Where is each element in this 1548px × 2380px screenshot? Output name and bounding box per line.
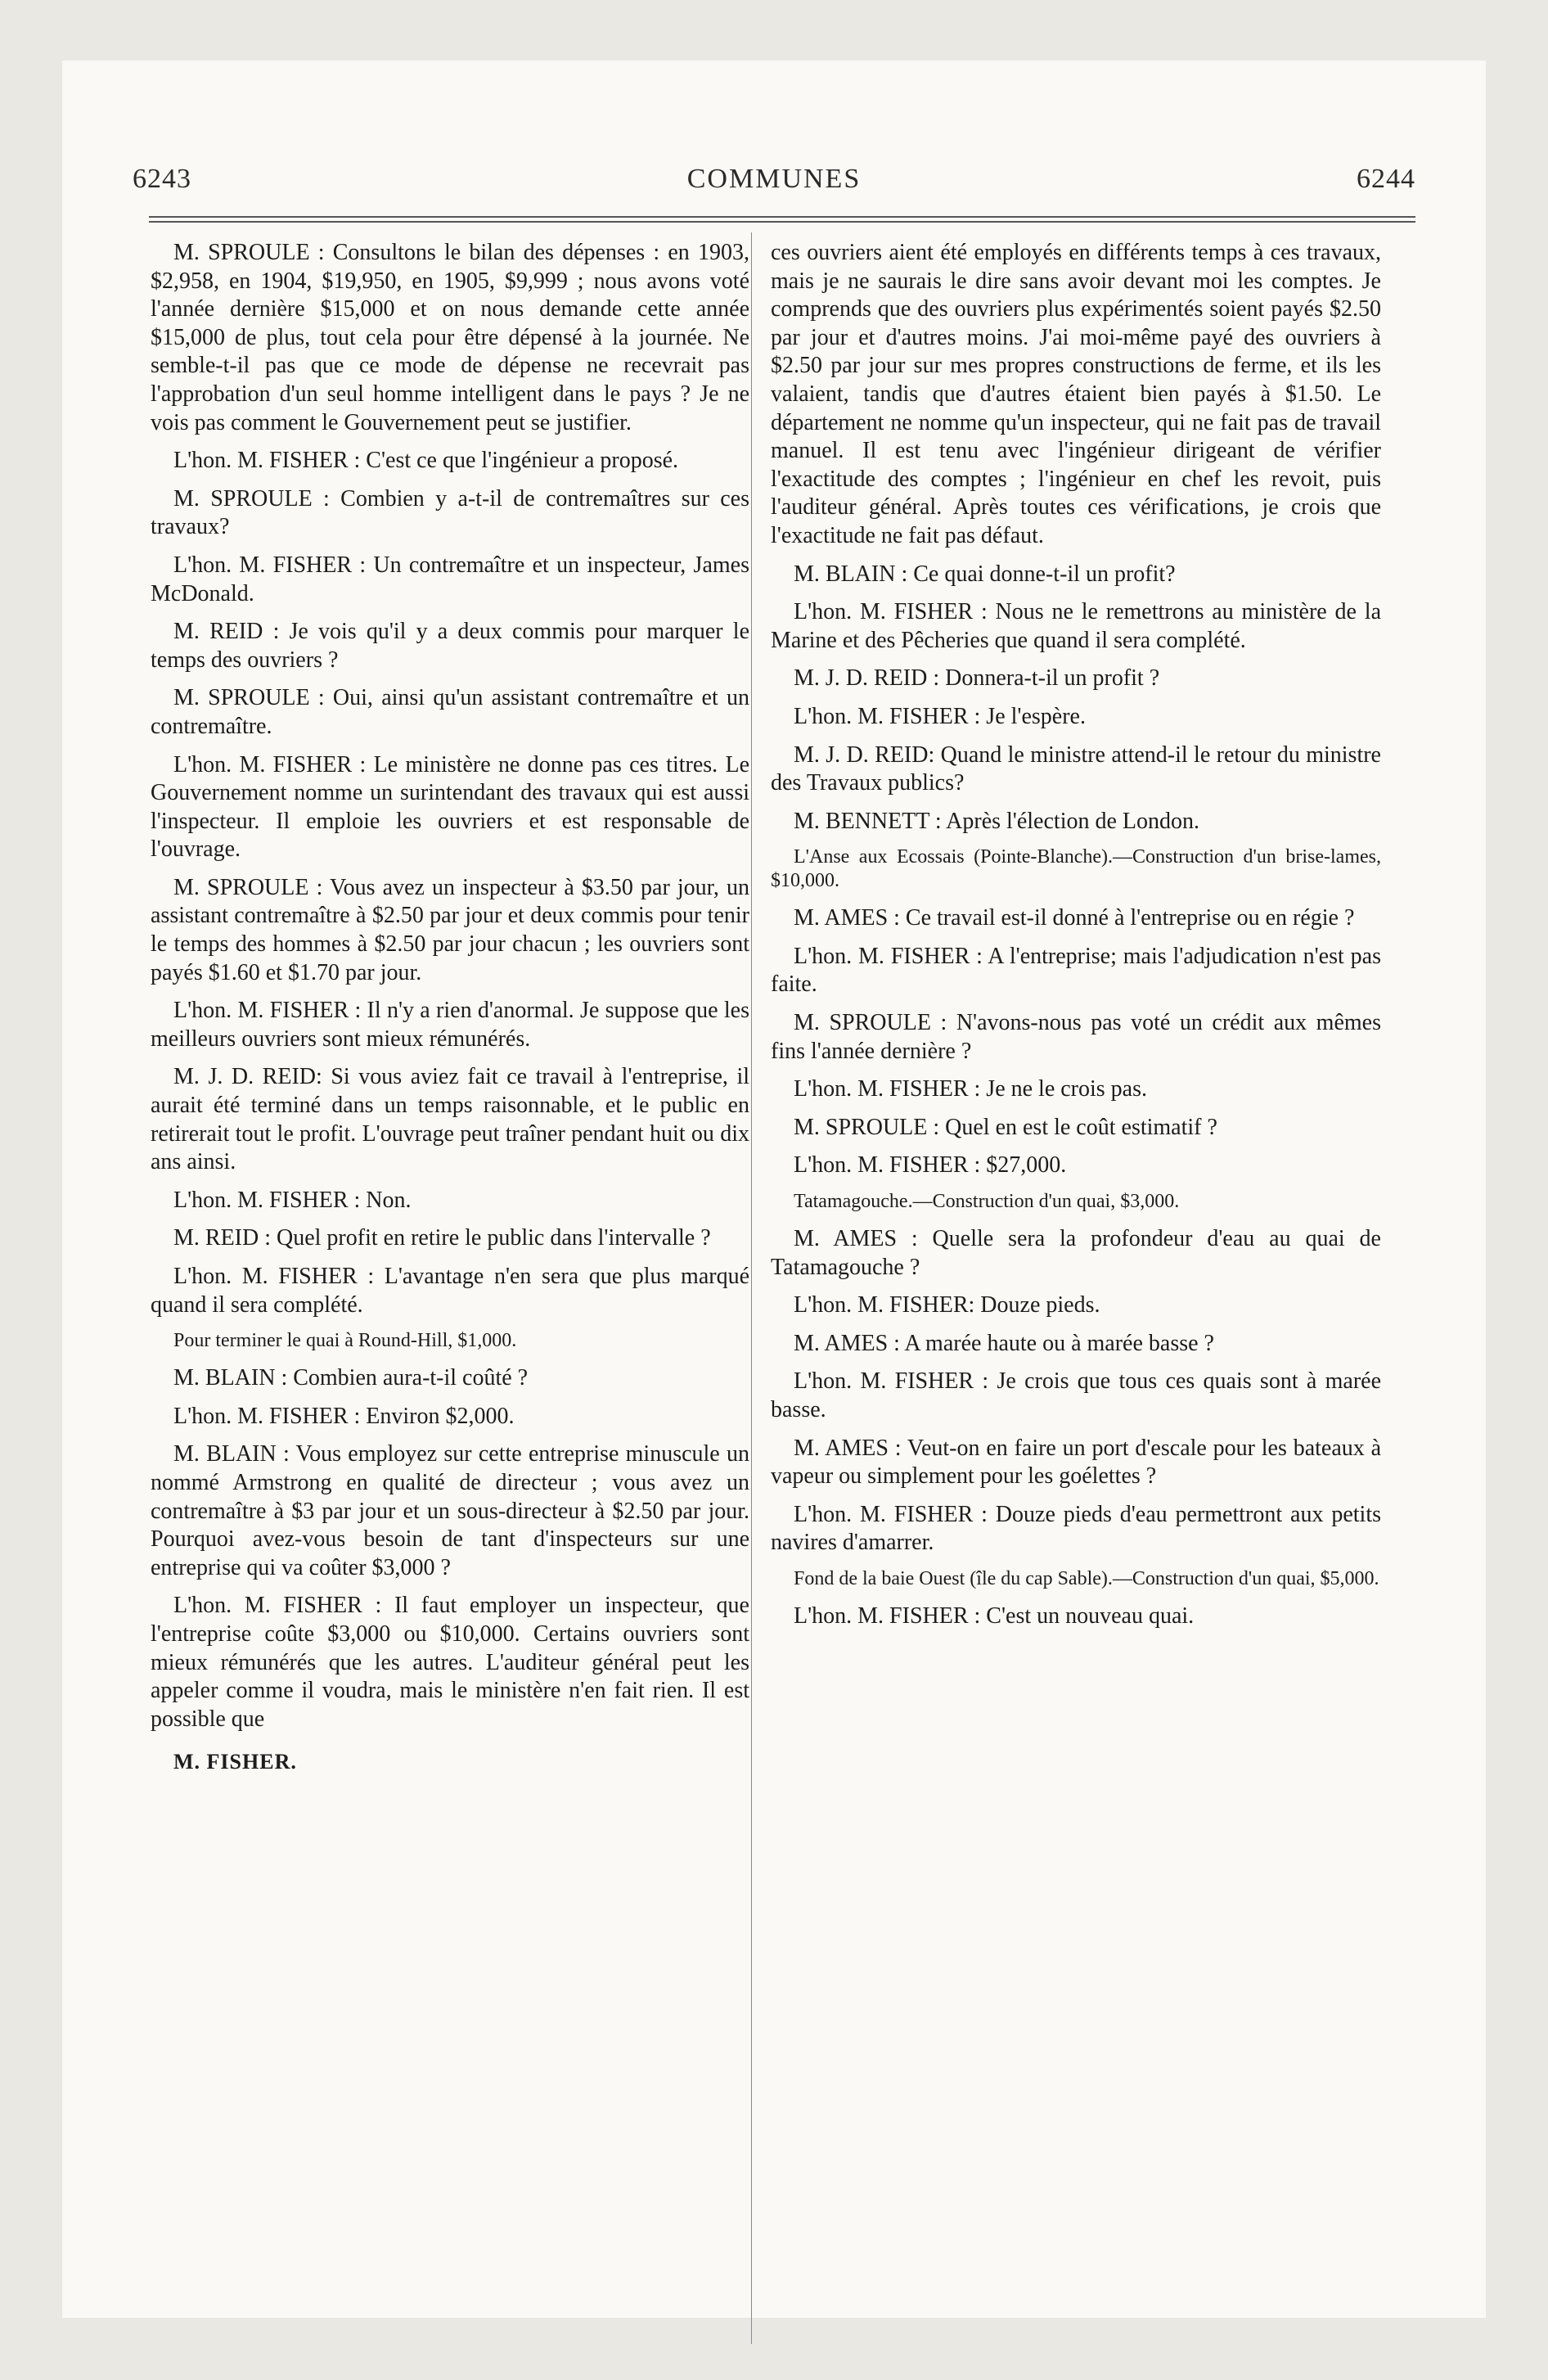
paragraph: L'hon. M. FISHER: Douze pieds. — [794, 1292, 1100, 1318]
page-header — [85, 157, 1463, 201]
paragraph: L'hon. M. FISHER : Le ministère ne donne pas ces titres. Le Gouvernement nomme un surintendant des travaux qui est aussi l'inspecteur. Il emploie les ouvriers et est responsable de l'ouvrage. — [151, 751, 749, 863]
page-number-left: 6243 — [133, 164, 191, 194]
paragraph: M. BENNETT : Après l'élection de London. — [794, 808, 1200, 834]
paragraph: L'hon. M. FISHER : Environ $2,000. — [173, 1403, 515, 1429]
right-column — [771, 239, 1381, 1641]
paragraph: ces ouvriers aient été employés en différents temps à ces travaux, mais je ne saurais le dire sans avoir devant moi les comptes. Je comprends que des ouvriers plus expérimentés soient payés $2.50 par jour et d'autres moins. J'ai moi-même payé des ouvriers à $2.50 par jour sur mes propres constructions de ferme, et ils les valaient, tandis que d'autres étaient bien payés à $1.50. Le département ne nomme qu'un inspecteur, qui ne fait pas de travail manuel. Il est tenu avec l'ingénieur dirigeant de vérifier l'exactitude des comptes ; l'ingénieur en chef les revoit, puis l'auditeur général. Après toutes ces vérifications, je crois que l'exactitude ne fait pas défaut. — [771, 240, 1381, 548]
budget-item: L'Anse aux Ecossais (Pointe-Blanche).—Construction d'un brise-lames, $10,000. — [771, 846, 1381, 892]
page-number-right: 6244 — [1357, 164, 1415, 194]
paragraph: M. J. D. REID: Si vous aviez fait ce travail à l'entreprise, il aurait été terminé dans un temps raisonnable, et le public en retirerait tout le profit. L'ouvrage peut traîner pendant huit ou dix ans ainsi. — [151, 1064, 749, 1175]
paragraph: M. SPROULE : Vous avez un inspecteur à $3.50 par jour, un assistant contremaître à $2.50 par jour et deux commis pour tenir le temps des hommes à $2.50 par jour chacun ; les ouvriers sont payés $1.60 et $1.70 par jour. — [151, 874, 749, 985]
paragraph: L'hon. M. FISHER : Non. — [173, 1187, 412, 1213]
header-rule-double — [149, 221, 1415, 223]
paragraph: M. BLAIN : Vous employez sur cette entreprise minuscule un nommé Armstrong en qualité de directeur ; vous avez un contremaître à $3 par jour et un sous-directeur à $2.50 par jour. Pourquoi avez-vous besoin de tant d'inspecteurs sur une entreprise qui va coûter $3,000 ? — [151, 1441, 749, 1580]
column-divider — [751, 232, 752, 2344]
paragraph: L'hon. M. FISHER : Il n'y a rien d'anormal. Je suppose que les meilleurs ouvriers sont mieux rémunérés. — [151, 998, 749, 1052]
paragraph: M. SPROULE : Quel en est le coût estimatif ? — [794, 1114, 1217, 1140]
running-title: COMMUNES — [686, 164, 862, 194]
paragraph: M. BLAIN : Combien aura-t-il coûté ? — [173, 1365, 529, 1391]
budget-item: Fond de la baie Ouest (île du cap Sable).—Construction d'un quai, $5,000. — [794, 1567, 1379, 1589]
paragraph: M. SPROULE : Oui, ainsi qu'un assistant contremaître et un contremaître. — [151, 685, 749, 739]
paragraph: M. SPROULE : N'avons-nous pas voté un crédit aux mêmes fins l'année dernière ? — [771, 1010, 1381, 1064]
paragraph: L'hon. M. FISHER : Douze pieds d'eau permettront aux petits navires d'amarrer. — [771, 1501, 1381, 1556]
paragraph: M. J. D. REID : Donnera-t-il un profit ? — [794, 665, 1160, 692]
paragraph: L'hon. M. FISHER : Je l'espère. — [794, 703, 1086, 729]
paragraph: L'hon. M. FISHER : C'est un nouveau quai. — [794, 1602, 1195, 1629]
paragraph: M. AMES : Quelle sera la profondeur d'eau au quai de Tatamagouche ? — [771, 1226, 1381, 1280]
paragraph: L'hon. M. FISHER : Il faut employer un inspecteur, que l'entreprise coûte $3,000 ou $10,000. Certains ouvriers sont mieux rémunérés que les autres. L'auditeur général peut les appeler comme il voudra, mais le ministère n'en fait rien. Il est possible que — [151, 1593, 749, 1732]
paragraph: L'hon. M. FISHER : $27,000. — [794, 1152, 1067, 1179]
paragraph: L'hon. M. FISHER : A l'entreprise; mais l'adjudication n'est pas faite. — [771, 943, 1381, 998]
page-sheet — [62, 61, 1486, 2318]
budget-item: Tatamagouche.—Construction d'un quai, $3,000. — [794, 1191, 1180, 1213]
budget-item: Pour terminer le quai à Round-Hill, $1,000. — [173, 1330, 517, 1352]
header-rule — [149, 216, 1415, 218]
paragraph: M. SPROULE : Consultons le bilan des dépenses : en 1903, $2,958, en 1904, $19,950, en 1905, $9,999 ; nous avons voté l'année dernière $15,000 et on nous demande cette année $15,000 de plus, tout cela pour être dépensé à la journée. Ne semble-t-il pas que ce mode de dépense ne recevrait pas l'approbation d'un seul homme intelligent dans le pays ? Je ne vois pas comment le Gouvernement peut se justifier. — [151, 240, 749, 435]
paragraph: L'hon. M. FISHER : Nous ne le remettrons au ministère de la Marine et des Pêcheries que quand il sera complété. — [771, 599, 1381, 653]
paragraph: M. REID : Je vois qu'il y a deux commis pour marquer le temps des ouvriers ? — [151, 619, 749, 673]
paragraph: M. AMES : Veut-on en faire un port d'escale pour les bateaux à vapeur ou simplement pour les goélettes ? — [771, 1435, 1381, 1490]
paragraph: L'hon. M. FISHER : Je ne le crois pas. — [794, 1076, 1148, 1102]
paragraph: L'hon. M. FISHER : Un contremaître et un inspecteur, James McDonald. — [151, 552, 749, 606]
paragraph: M. SPROULE : Combien y a-t-il de contremaîtres sur ces travaux? — [151, 485, 749, 540]
catchword: M. FISHER. — [173, 1750, 297, 1774]
left-column — [151, 239, 749, 1787]
paragraph: L'hon. M. FISHER : L'avantage n'en sera que plus marqué quand il sera complété. — [151, 1264, 749, 1318]
paragraph: M. J. D. REID: Quand le ministre attend-il le retour du ministre des Travaux publics? — [771, 741, 1381, 796]
paragraph: M. AMES : Ce travail est-il donné à l'entreprise ou en régie ? — [794, 905, 1355, 931]
paragraph: M. REID : Quel profit en retire le public dans l'intervalle ? — [173, 1225, 711, 1251]
paragraph: M. BLAIN : Ce quai donne-t-il un profit? — [794, 561, 1176, 587]
paragraph: L'hon. M. FISHER : C'est ce que l'ingénieur a proposé. — [173, 448, 679, 474]
paragraph: M. AMES : A marée haute ou à marée basse ? — [794, 1330, 1214, 1356]
paragraph: L'hon. M. FISHER : Je crois que tous ces quais sont à marée basse. — [771, 1368, 1381, 1422]
